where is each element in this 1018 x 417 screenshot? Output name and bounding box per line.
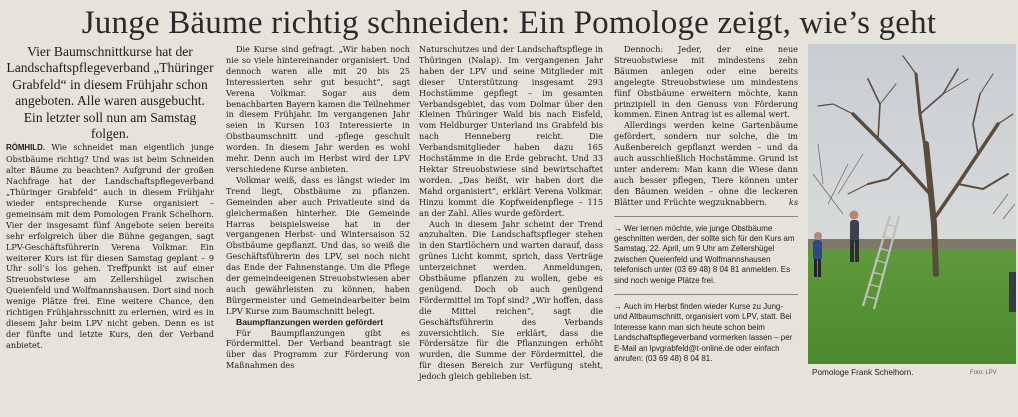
paragraph <box>6 142 214 350</box>
paragraph-text: Wie schneidet man eigentlich junge Obstbäume richtig? Und was ist beim Schneiden alter Bäume zu beachten? Aufgrund der großen Nachfrage hat der Landschaftspflegeverband „Thüringer Grabfeld“ auch in diesem Frühjahr wieder entsprechende Kurse organisiert – gemeinsam mit dem Pomologen Frank Schelhorn. Vier der insgesamt fünf Angebote seien bereits sehr erfolgreich über die Bühne gegangen, sagt LPV-Geschäftsführerin Verena Volkmar. Ein weiterer Kurs ist für diesen Samstag geplant – 9 Uhr soll’s los gehen. Treffpunkt ist auf einer Streuobstwiese am Zellershügel zwischen Queienfeld und Wolfmannshausen. Dort sind noch wenige Plätze frei. Eine weitere Chance, den richtigen Frühjahrsschnitt zu erlernen, wird es in diesem Jahr beim LPV nicht geben. Denn es ist der fünfte und letzte Kurs, den der Verband anbietet. <box>6 142 214 350</box>
dateline: RÖMHILD. <box>6 143 46 153</box>
paragraph-text: Allerdings werden keine Gartenbäume gefördert, sondern nur solche, die im Außenbereich gepflanzt werden – und da auch ausschließlich Hochstämme. Grund ist unter anderem: Man kann die Wiese dann auch besser pflegen, Tiere können unter den Bäumen weiden – ohne die leckeren Blätter und Früchte wegzuknabbern. <box>614 120 798 207</box>
paragraph: Auch in diesem Jahr scheint der Trend anzuhalten. Die Landschaftspfleger stehen in den Startlöchern und warten darauf, dass grünes Licht kommt, sprich, dass Verträge unterzeichnet werden. Anmeldungen, Obstbäume pflanzen zu wollen, gebe es genügend. Doch ob auch genügend Fördermittel im Topf sind? „Wir hoffen, dass die Mittel reichen“, sagt die Geschäftsführerin des Verbands zuversichtlich. Sie erklärt, dass die Fördersätze für die Pflanzungen erhöht wurden, die Summe der Fördermittel, die für diesen Bereich zur Verfügung steht, jedoch gleich geblieben ist. <box>419 218 603 382</box>
info-box-autumn <box>614 302 798 364</box>
article-column-3 <box>419 44 603 382</box>
intro-text: Vier Baumschnittkurse hat der Landschaftspflegeverband „Thüringer Grabfeld“ in diesem Frühjahr schon angeboten. Alle waren ausgebucht. Ein letzter soll nun am Samstag folgen. <box>6 44 214 142</box>
paragraph: Die Kurse sind gefragt. „Wir haben noch nie so viele hintereinander organisiert. Und dennoch waren alle mit 20 bis 25 Interessierten sehr gut besucht“, sagt Verena Volkmar. Sogar aus dem benachbarten Bayern kamen die Teilnehmer in diesem Frühjahr. Im vergangenen Jahr seien in Kursen 103 Interessierte in Obstbaumschnitt und -pflege geschult worden. In diesem Jahr werden es wohl mehr. Denn auch im Herbst wird der LPV verschiedene Kurse anbieten. <box>226 44 410 174</box>
photo-caption: Pomologe Frank Schelhorn. <box>812 368 914 377</box>
paragraph: Dennoch: Jeder, der eine neue Streuobstwiese mit mindestens zehn Bäumen anlegen oder eine bereits angelegte Streuobstwiese um mindestens fünf Obstbäume erweitern möchte, kann prinzipiell in den Genuss von Förderung kommen. Einen Antrag ist es allemal wert. <box>614 44 798 120</box>
article-column-2 <box>226 44 410 371</box>
paragraph <box>614 120 798 207</box>
divider <box>614 294 798 295</box>
paragraph: Naturschutzes und der Landschaftspflege in Thüringen (Nalap). Im vergangenen Jahr haben der LPV und seine Mitglieder mit dieser Unterstützung insgesamt 293 Hochstämme gepflegt – im gesamten Verbandsgebiet, das vom Dolmar über den Kleinen Thüringer Wald bis nach Eisfeld, vom Heldburger Unterland ins Grabfeld bis nach Henneberg reicht. Die Verbandsmitglieder haben dazu 165 Hochstämme in die Erde gebracht. Und 33 Hektar Streuobstwiese sind bewirtschaftet worden. „Das heißt, wir haben dort die Mahd organisiert“, erklärt Verena Volkmar. Hinzu kommt die Kopfweidenpflege – 115 an der Zahl. Alles wurde gefördert. <box>419 44 603 218</box>
orchard-photo-illustration <box>808 44 1016 364</box>
paragraph: Für Baumpflanzungen gibt es Fördermittel. Der Verband beantragt sie über das Programm zur Förderung von Maßnahmen des <box>226 327 410 371</box>
divider <box>614 216 798 217</box>
photo-credit: Foto: LPV <box>970 370 997 376</box>
article-column-4 <box>614 44 798 364</box>
subheading: Baumpflanzungen werden gefördert <box>236 316 384 327</box>
article-column-1 <box>6 44 214 351</box>
headline: Junge Bäume richtig schneiden: Ein Pomologe zeigt, wie’s geht <box>81 5 937 41</box>
info-text: → Auch im Herbst finden wieder Kurse zu Jung- und Altbaumschnitt, organisiert vom LPV, statt. Bei Interesse kann man sich heute schon beim Landschaftspflegeverband vormerken lassen – per E-Mail an lpvgrabfeld@t-online.de oder einfach anrufen: (03 69 48) 8 04 81. <box>614 302 793 364</box>
info-box-course <box>614 224 798 286</box>
paragraph: Volkmar weiß, dass es längst wieder im Trend liegt, Obstbäume zu pflanzen. Gemeinden aber auch Privatleute sind da gleichermaßen hinterher. Die Gemeinde Harras beispielsweise hat in der vergangenen Herbst- und Wintersaison 52 Obstbäume gepflanzt. Und das, so weiß die Geschäftsführerin des LPV, sei noch nicht das Ende der Fahnenstange. Um die Pflege der gemeindeeigenen Streuobstwiesen aber auch gewährleisten zu können, haben Bürgermeister und Gemeindearbeiter beim LPV Kurse zum Baumschnitt belegt. <box>226 174 410 316</box>
author-signature: ks <box>788 196 798 207</box>
orchard-photo <box>808 44 1016 364</box>
info-text: → Wer lernen möchte, wie junge Obstbäume geschnitten werden, der sollte sich für den Kurs am Samstag, 22. April, um 9 Uhr am Zellershügel zwischen Queienfeld und Wolfmannshausen telefonisch unter (03 69 48) 8 04 81 anmelden. Es sind noch wenige Plätze frei. <box>614 223 795 285</box>
